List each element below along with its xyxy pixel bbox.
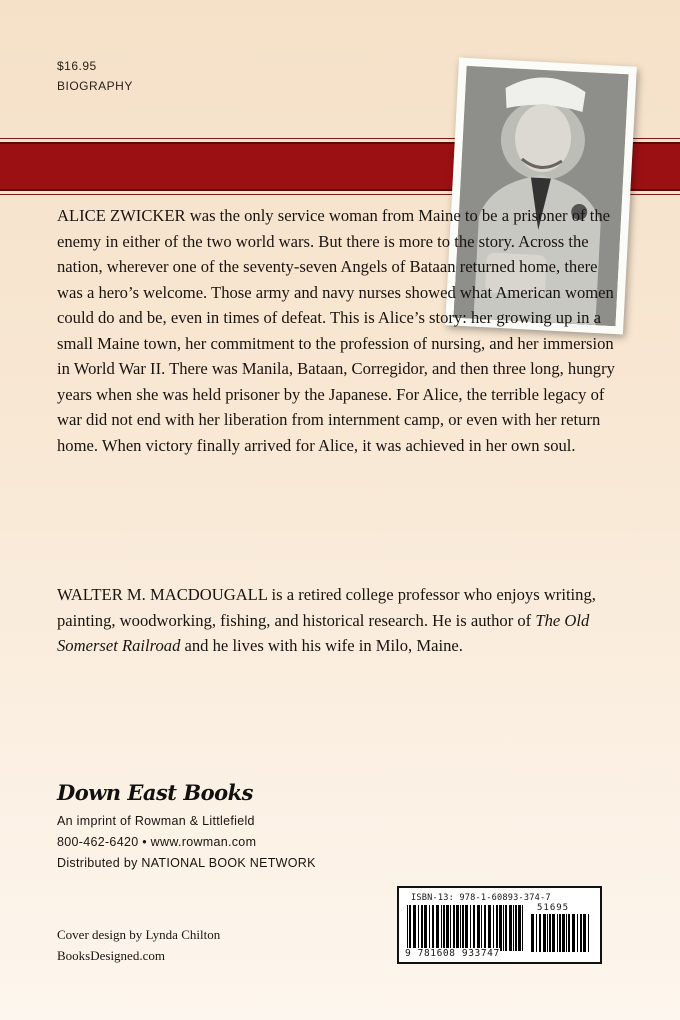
book-title: The Old Somerset Railroad bbox=[57, 610, 590, 655]
distributor-line: Distributed by NATIONAL BOOK NETWORK bbox=[57, 856, 316, 870]
ean-barcode-icon bbox=[407, 905, 527, 951]
category: BIOGRAPHY bbox=[57, 79, 133, 93]
book-description bbox=[57, 203, 617, 458]
addon-barcode-icon bbox=[531, 914, 593, 952]
imprint-line: An imprint of Rowman & Littlefield bbox=[57, 814, 255, 828]
author-bio bbox=[57, 582, 637, 659]
designer-site: BooksDesigned.com bbox=[57, 948, 165, 963]
bio-subject-name: ALICE ZWICKER bbox=[57, 206, 186, 225]
price-category-block bbox=[57, 56, 133, 96]
ean-digits: 9 781608 933747 bbox=[405, 948, 500, 959]
publisher-block bbox=[57, 780, 316, 874]
author-text-1: is a retired college professor who enjoys writing, painting, woodworking, fishing, and historical research. He is author of bbox=[57, 585, 596, 630]
cover-design-credit: Cover design by Lynda Chilton bbox=[57, 927, 221, 942]
isbn-label: ISBN-13: 978-1-60893-374-7 bbox=[411, 893, 551, 903]
author-text-2: and he lives with his wife in Milo, Maine. bbox=[180, 636, 463, 655]
contact-line: 800-462-6420 • www.rowman.com bbox=[57, 835, 257, 849]
publisher-logo: Down East Books bbox=[57, 780, 253, 805]
cover-credits bbox=[57, 924, 220, 966]
barcode bbox=[397, 886, 602, 964]
bio-text: was the only service woman from Maine to be a prisoner of the enemy in either of the two world wars. But there is more to the story. Across the nation, wherever one of the seventy-seven Angels of Bataan returned home, there was a hero’s welcome. Those army and navy nurses showed what American women could do and be, even in times of defeat. This is Alice’s story: her growing up in a small Maine town, her commitment to the profession of nursing, and her immersion in World War II. There was Manila, Bataan, Corregidor, and then three long, hungry years when she was held prisoner by the Japanese. For Alice, the terrible legacy of war did not end with her liberation from internment camp, or even with her return home. When victory finally arrived for Alice, it was achieved in her own soul. bbox=[57, 206, 615, 455]
author-name: WALTER M. MACDOUGALL bbox=[57, 585, 268, 604]
addon-number: 51695 bbox=[537, 903, 570, 913]
price: $16.95 bbox=[57, 59, 97, 73]
